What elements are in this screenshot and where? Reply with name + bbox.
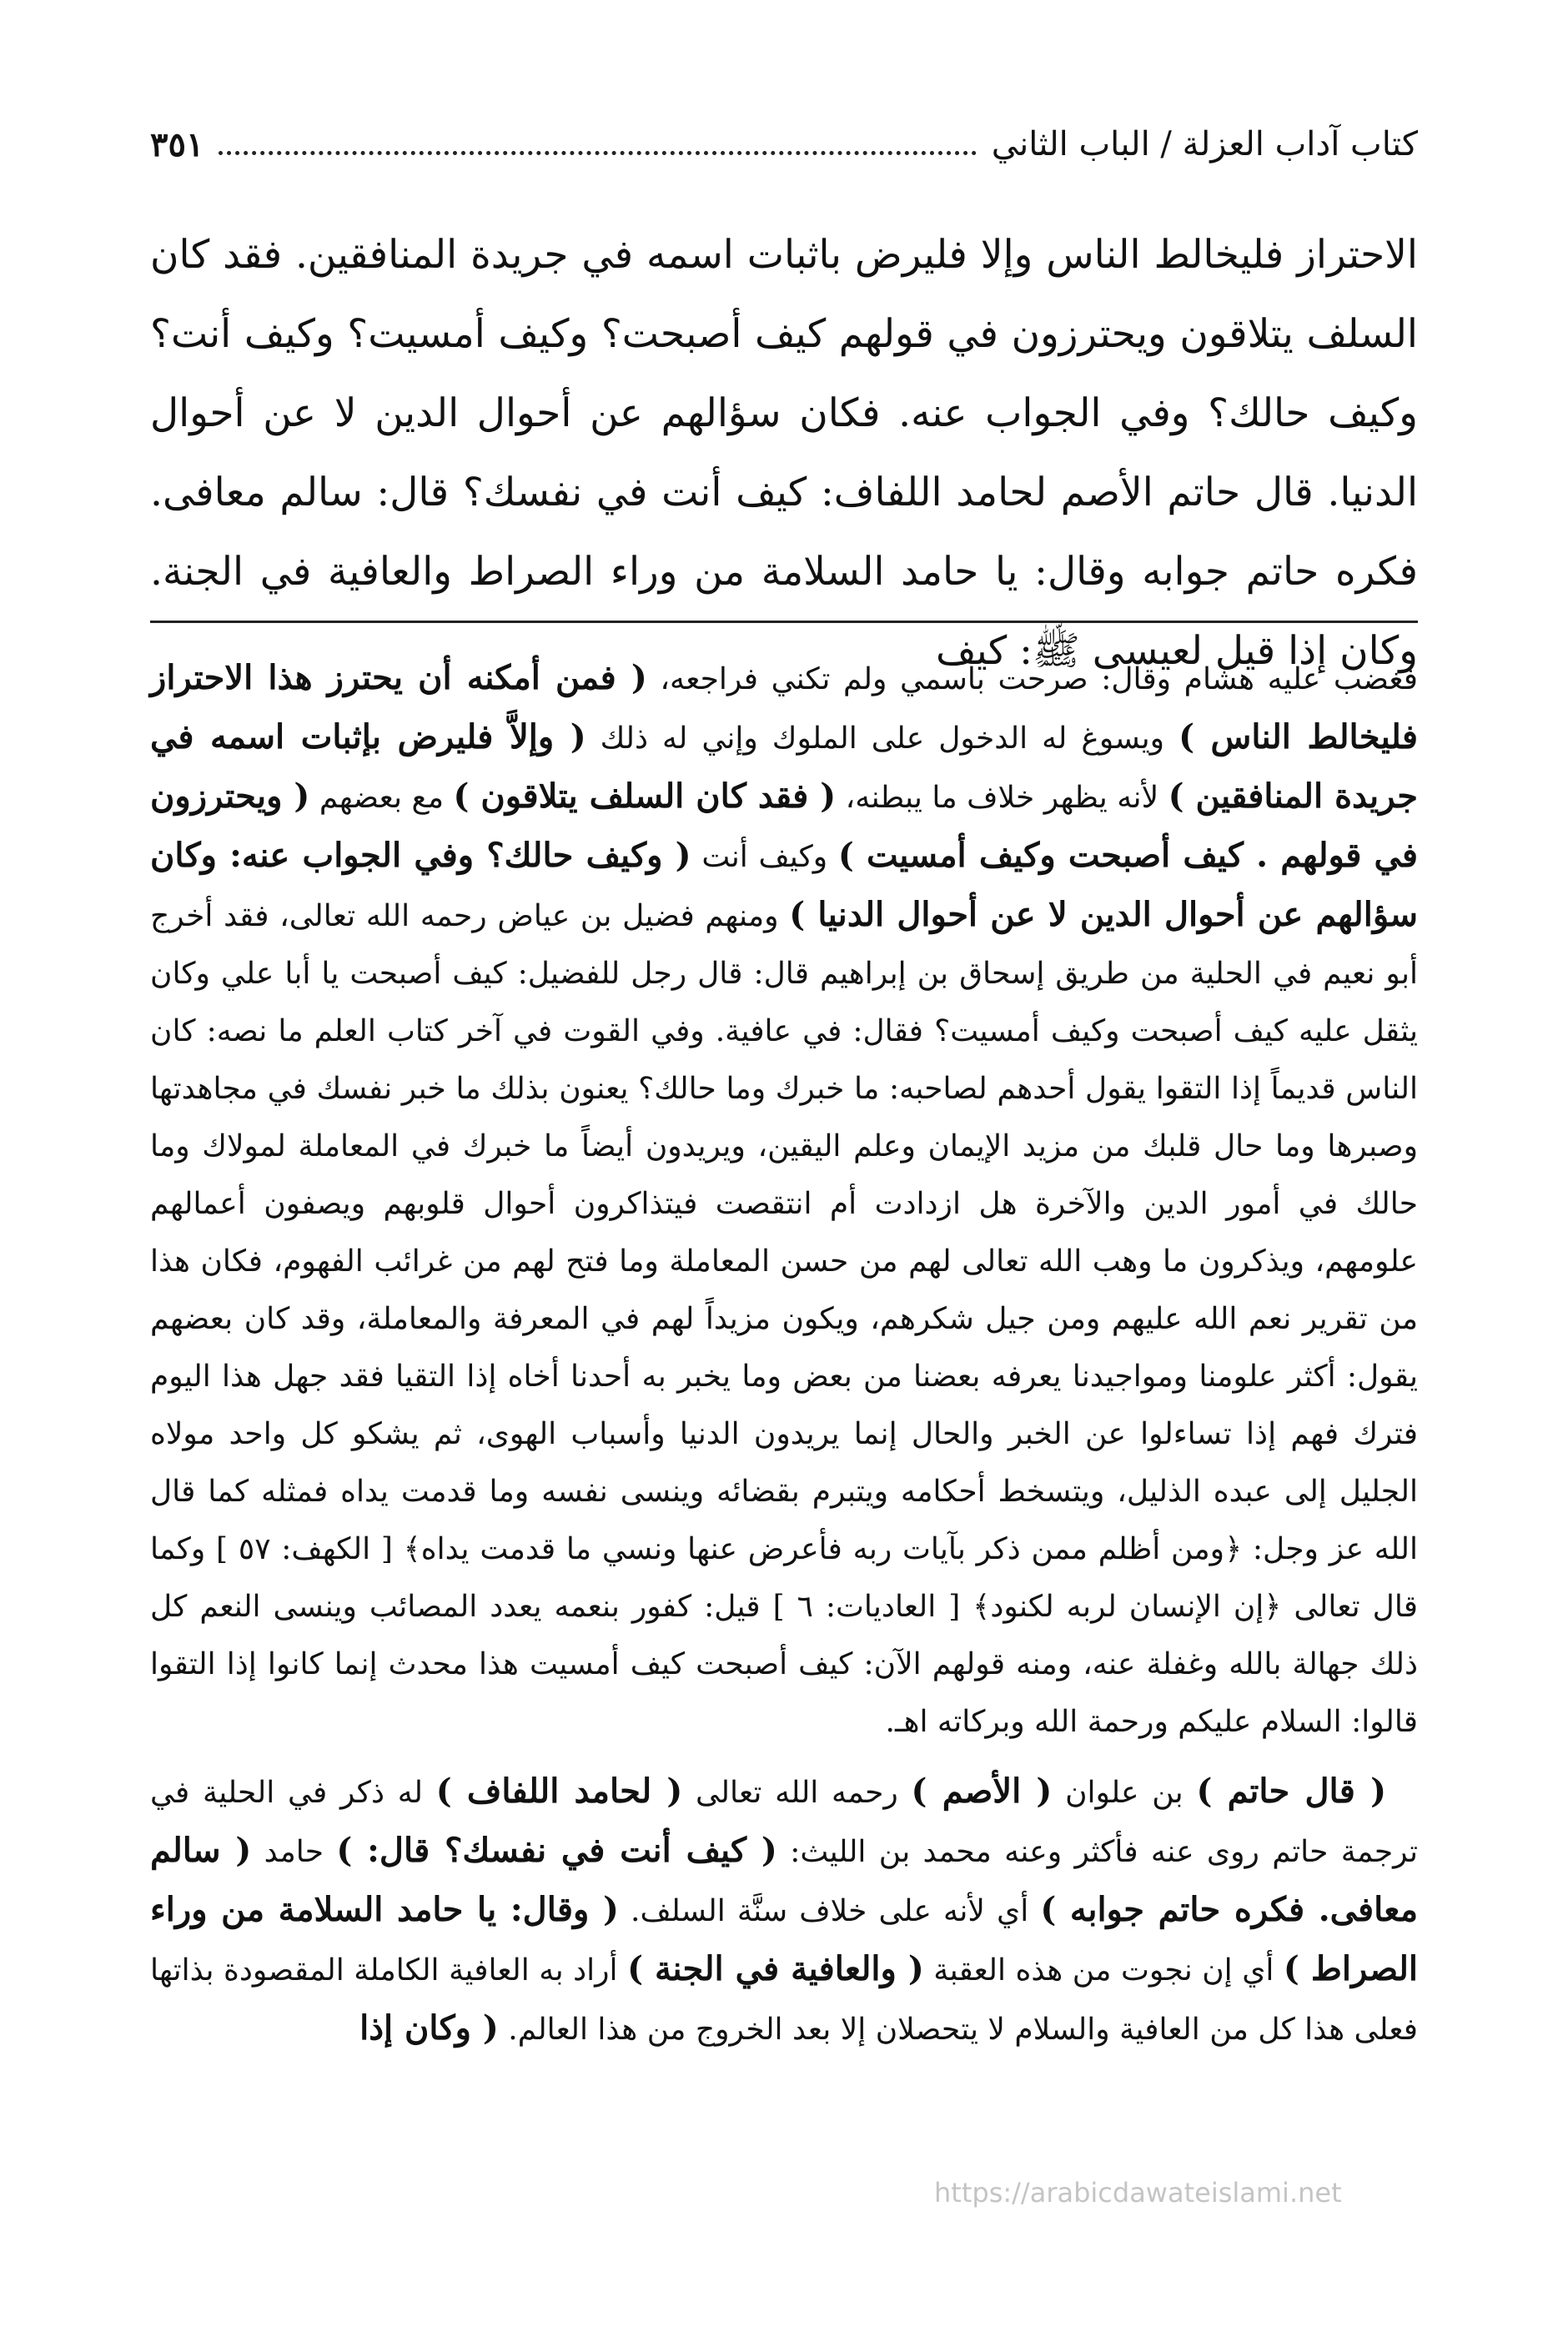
- commentary-segment: رحمه الله تعالى: [682, 1776, 912, 1810]
- footnote-separator: [150, 621, 1418, 623]
- quoted-matn-segment: ( سالم معافى. فكره حاتم جوابه ): [150, 1831, 1418, 1929]
- main-paragraph: الاحتراز فليخالط الناس وإلا فليرض باثبات اسمه في جريدة المنافقين. فقد كان السلف يتلاقون ويحترزون في قولهم كيف أصبحت؟ وكيف أمسيت؟ وكيف أنت؟ وكيف حالك؟ وفي الجواب عنه. فكان سؤالهم عن أحوال الدين لا عن أحوال الدنيا. قال حاتم الأصم لحامد اللفاف: كيف أنت في نفسك؟ قال: سالم معافى. فكره حاتم جوابه وقال: يا حامد السلامة من وراء الصراط والعافية في الجنة. وكان إذا قيل لعيسى ﷺ: كيف: [150, 232, 1418, 674]
- quoted-matn-segment: ( وكان إذا: [359, 2008, 499, 2048]
- quoted-matn-segment: ( والعافية في الجنة ): [627, 1949, 924, 1988]
- quoted-matn-segment: ( فمن أمكنه أن يحترز هذا الاحتراز فليخالط الناس ): [150, 658, 1418, 756]
- quoted-matn-segment: ( كيف أنت في نفسك؟ قال: ): [336, 1831, 777, 1870]
- commentary-segment: وكيف أنت: [691, 840, 838, 874]
- header-dot-leader: [219, 151, 976, 155]
- commentary-segment: أراد به العافية الكاملة المقصودة بذاتها فعلى هذا كل من العافية والسلام لا يتحصلان إلا بعد الخروج من هذا العالم.: [150, 1953, 1418, 2047]
- commentary-segment: أي إن نجوت من هذه العقبة: [923, 1953, 1284, 1988]
- quoted-matn-segment: ( وإلاَّ فليرض بإثبات اسمه في جريدة المنافقين ): [150, 717, 1418, 816]
- commentary-segment: ويسوغ له الدخول على الملوك وإني له ذلك: [585, 721, 1179, 756]
- commentary-segment: أي لأنه على خلاف سنَّة السلف.: [618, 1894, 1041, 1928]
- commentary-segment: ومنهم فضيل بن عياض رحمه الله تعالى، فقد أخرج أبو نعيم في الحلية من طريق إسحاق بن إبراهيم قال: قال رجل للفضيل: كيف أصبحت يا أبا علي وكان يثقل عليه كيف أصبحت وكيف أمسيت؟ فقال: في عافية. وفي القوت في آخر كتاب العلم ما نصه: كان الناس قديماً إذا التقوا يقول أحدهم لصاحبه: ما خبرك وما حالك؟ يعنون بذلك ما خبر نفسك في مجاهدتها وصبرها وما حال قلبك من مزيد الإيمان وعلم اليقين، ويريدون أيضاً ما خبرك في المعاملة لمولاك وما حالك في أمور الدين والآخرة هل ازدادت أم انتقصت فيتذاكرون أحوال قلوبهم ويصفون أعمالهم علومهم، ويذكرون ما وهب الله تعالى لهم من حسن المعاملة وما فتح لهم من غرائب الفهوم، فكان هذا من تقرير نعم الله عليهم ومن جيل شكرهم، ويكون مزيداً لهم في المعرفة والمعاملة، وقد كان بعضهم يقول: أكثر علومنا ومواجيدنا يعرفه بعضنا من بعض وما يخبر به أحدنا أخاه إذا التقيا فقد جهل هذا اليوم فترك فهم إذا تساءلوا عن الخبر والحال إنما يريدون الدنيا وأسباب الهوى، ثم يشكو كل واحد مولاه الجليل إلى عبده الذليل، ويتسخط أحكامه ويتبرم بقضائه وينسى نفسه وما قدمت يداه فمثله كما قال الله عز وجل: ﴿ومن أظلم ممن ذكر بآيات ربه فأعرض عنها ونسي ما قدمت يداه﴾ [ الكهف: ٥٧ ] وكما قال تعالى ﴿إن الإنسان لربه لكنود﴾ [ العاديات: ٦ ] قيل: كفور بنعمه يعدد المصائب وينسى النعم كل ذلك جهالة بالله وغفلة عنه، ومنه قولهم الآن: كيف أصبحت كيف أمسيت هذا محدث إنما كانوا إذا التقوا قالوا: السلام عليكم ورحمة الله وبركاته اهـ.: [150, 899, 1419, 1739]
- commentary-block: [150, 649, 1418, 2058]
- commentary-segment: فغضب عليه هشام وقال: صرحت باسمي ولم تكني فراجعه،: [646, 662, 1418, 696]
- quoted-matn-segment: ( ويحترزون في قولهم . كيف أصبحت وكيف أمسيت ): [150, 776, 1419, 875]
- commentary-segment: بن علوان: [1052, 1776, 1197, 1810]
- commentary-paragraph-2: [150, 1762, 1418, 2058]
- page-number: ٣٥١: [150, 124, 204, 164]
- quoted-matn-segment: ( وكيف حالك؟ وفي الجواب عنه: وكان سؤالهم عن أحوال الدين لا عن أحوال الدنيا ): [150, 836, 1419, 934]
- commentary-segment: مع بعضهم: [309, 781, 454, 815]
- quoted-matn-segment: ( وقال: يا حامد السلامة من وراء الصراط ): [150, 1890, 1418, 1988]
- commentary-paragraph-1: [150, 649, 1418, 1751]
- main-text-block: [150, 215, 1418, 691]
- watermark-url: https://arabicdawateislami.net: [934, 2177, 1342, 2209]
- header-title: كتاب آداب العزلة / الباب الثاني: [991, 125, 1418, 163]
- quoted-matn-segment: ( لحامد اللفاف ): [435, 1772, 683, 1811]
- quoted-matn-segment: ( فقد كان السلف يتلاقون ): [453, 776, 837, 816]
- commentary-segment: لأنه يظهر خلاف ما يبطنه،: [836, 781, 1168, 815]
- commentary-segment: حامد: [251, 1835, 337, 1869]
- quoted-matn-segment: ( قال حاتم ): [1196, 1772, 1386, 1811]
- commentary-segment: له ذكر في الحلية في ترجمة حاتم روى عنه فأكثر وعنه محمد بن الليث:: [150, 1776, 1418, 1869]
- quoted-matn-segment: ( الأصم ): [911, 1772, 1053, 1811]
- running-header: [150, 115, 1418, 173]
